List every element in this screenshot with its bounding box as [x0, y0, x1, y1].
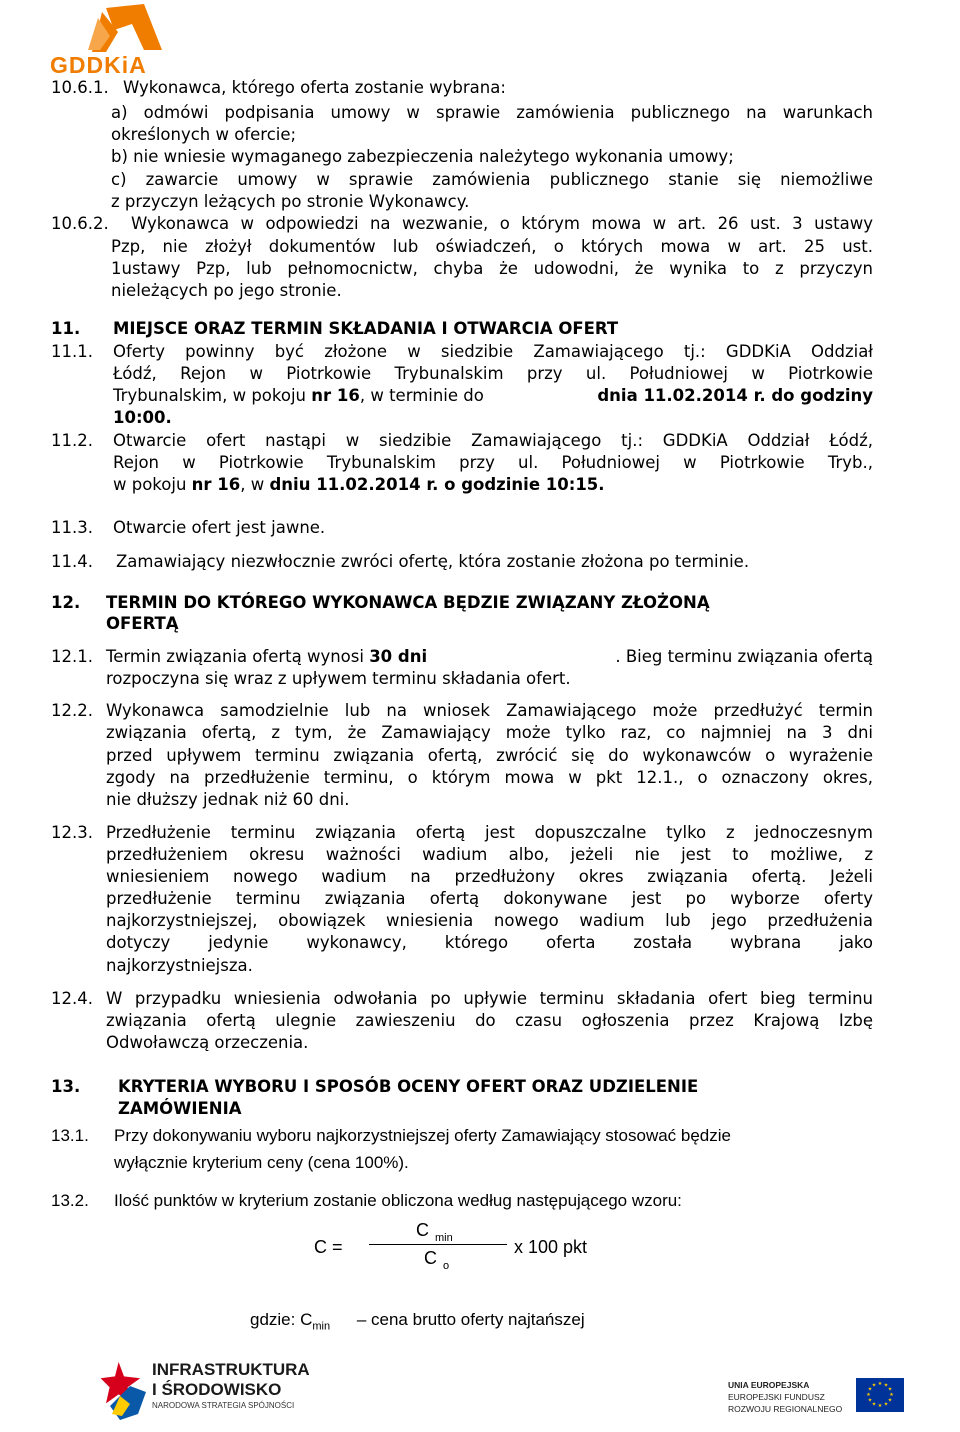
svg-text:★: ★	[887, 1386, 893, 1393]
infrastruktura-text-1: INFRASTRUKTURA	[152, 1360, 310, 1379]
infrastruktura-text-2: I ŚRODOWISKO	[152, 1380, 282, 1399]
eu-text-1: UNIA EUROPEJSKA	[728, 1380, 810, 1390]
text-run: . Bieg terminu związania ofertą	[615, 647, 873, 666]
list-item: określonych w ofercie;	[111, 125, 297, 144]
section-number: 11.	[51, 319, 81, 338]
paragraph-line: nieleżących po jego stronie.	[111, 281, 342, 300]
paragraph-line: przed upływem terminu związania ofertą, zwrócić się do wykonawców o wyrażenie	[106, 746, 873, 765]
opening-date: dniu 11.02.2014 r. o godzinie 10:15.	[269, 475, 605, 494]
paragraph-line: wniesieniem nowego wadium na przedłużony okres związania ofertą. Jeżeli	[106, 867, 873, 886]
svg-text:★: ★	[871, 1401, 877, 1408]
section-title: KRYTERIA WYBORU I SPOSÓB OCENY OFERT ORAZ UDZIELENIE	[118, 1077, 699, 1096]
paragraph-line: Zamawiający niezwłocznie zwróci ofertę, która zostanie złożona po terminie.	[116, 552, 750, 571]
deadline-date: dnia 11.02.2014 r. do godziny	[597, 386, 873, 405]
point-number: 12.3.	[51, 823, 93, 842]
point-number: 11.3.	[51, 518, 93, 537]
deadline-time: 10:00.	[113, 408, 172, 427]
eu-logo	[728, 1374, 908, 1418]
list-item: a) odmówi podpisania umowy w sprawie zamówienia publicznego na warunkach	[111, 103, 873, 122]
point-number: 12.4.	[51, 989, 93, 1008]
infrastruktura-text-3: NARODOWA STRATEGIA SPÓJNOŚCI	[152, 1401, 295, 1410]
paragraph-line: przedłużeniem okresu ważności wadium albo, jeżeli nie jest to możliwe, z	[106, 845, 873, 864]
section-title: TERMIN DO KTÓREGO WYKONAWCA BĘDZIE ZWIĄZANY ZŁOŻONĄ	[106, 593, 710, 612]
room-number: nr 16	[311, 386, 360, 405]
gddkia-logo-mark	[84, 2, 164, 54]
point-number: 11.4.	[51, 552, 93, 571]
point-number: 13.2.	[51, 1191, 89, 1210]
paragraph-line: Wykonawca samodzielnie lub na wniosek Zamawiającego może przedłużyć termin	[106, 701, 873, 720]
gddkia-logo	[46, 2, 176, 78]
paragraph-line: Wykonawca, którego oferta zostanie wybrana:	[123, 78, 506, 97]
eu-text-2: EUROPEJSKI FUNDUSZ	[728, 1392, 825, 1402]
paragraph-line: Ilość punktów w kryterium zostanie obliczona według następującego wzoru:	[114, 1191, 682, 1210]
formula-denominator	[424, 1248, 449, 1272]
formula-denominator-sub: o	[443, 1259, 450, 1272]
svg-text:★: ★	[877, 1381, 883, 1387]
legend-sub: min	[312, 1320, 331, 1333]
svg-text:★: ★	[867, 1397, 873, 1404]
section-title: MIEJSCE ORAZ TERMIN SKŁADANIA I OTWARCIA OFERT	[113, 319, 619, 338]
formula-numerator	[416, 1220, 453, 1244]
paragraph-line: związania ofertą ulegnie zawieszeniu do czasu ogłoszenia przez Krajową Izbę	[106, 1011, 873, 1030]
svg-text:★: ★	[889, 1392, 894, 1398]
room-number: nr 16	[191, 475, 241, 494]
svg-text:★: ★	[871, 1382, 877, 1389]
paragraph-line: nie dłuższy jednak niż 60 dni.	[106, 790, 350, 809]
paragraph-line: związania ofertą, z tym, że Zamawiający może tylko raz, co najmniej na 3 dni	[106, 723, 873, 742]
fraction-bar	[369, 1244, 507, 1245]
paragraph-line	[113, 474, 605, 496]
scoring-formula	[314, 1220, 614, 1280]
point-number: 11.2.	[51, 431, 93, 450]
paragraph-line: najkorzystniejsza.	[106, 956, 253, 975]
legend-label: gdzie: C	[250, 1310, 313, 1329]
text-run: , w	[240, 475, 270, 494]
paragraph-line: Wykonawca w odpowiedzi na wezwanie, o którym mowa w art. 26 ust. 3 ustawy	[131, 214, 873, 233]
paragraph-line	[113, 385, 873, 407]
text-run: , w terminie do	[359, 386, 484, 405]
point-number: 12.2.	[51, 701, 93, 720]
text-run: Termin związania ofertą wynosi	[106, 647, 370, 666]
paragraph-line: Oferty powinny być złożone w siedzibie Zamawiającego tj.: GDDKiA Oddział	[113, 342, 873, 361]
text-run: Trybunalskim, w pokoju	[113, 386, 312, 405]
paragraph-line: dotyczy jedynie wykonawcy, którego oferta została wybrana jako	[106, 933, 873, 952]
svg-text:★: ★	[883, 1382, 889, 1389]
paragraph-line: Przedłużenie terminu związania ofertą jest dopuszczalne tylko z jednoczesnym	[106, 823, 873, 842]
list-item: c) zawarcie umowy w sprawie zamówienia publicznego stanie się niemożliwe	[111, 170, 873, 189]
svg-text:★: ★	[877, 1403, 883, 1409]
paragraph-line	[106, 646, 873, 668]
star-mark-icon	[100, 1356, 146, 1420]
paragraph-line: najkorzystniejszej, obowiązek wniesienia nowego wadium lub jego przedłużenia	[106, 911, 873, 930]
paragraph-line: Rejon w Piotrkowie Trybunalskim przy ul. Południowej w Piotrkowie Tryb.,	[113, 453, 873, 472]
eu-text-3: ROZWOJU REGIONALNEGO	[728, 1404, 843, 1414]
formula-numerator-sub: min	[435, 1231, 453, 1244]
infrastruktura-logo	[100, 1354, 340, 1424]
paragraph-line: Łódź, Rejon w Piotrkowie Trybunalskim przy ul. Południowej w Piotrkowie	[113, 364, 873, 383]
text-run: w pokoju	[113, 475, 192, 494]
point-number: 10.6.1.	[51, 78, 109, 97]
formula-numerator-c: C	[416, 1220, 429, 1240]
section-title: OFERTĄ	[106, 614, 179, 633]
section-number: 12.	[51, 593, 81, 612]
paragraph-line: 1ustawy Pzp, lub pełnomocnictw, chyba że udowodni, że wynika to z przyczyn	[111, 259, 873, 278]
paragraph-line: wyłącznie kryterium ceny (cena 100%).	[114, 1153, 409, 1172]
paragraph-line: Przy dokonywaniu wyboru najkorzystniejszej oferty Zamawiający stosować będzie	[114, 1126, 731, 1145]
paragraph-line: Otwarcie ofert nastąpi w siedzibie Zamawiającego tj.: GDDKiA Oddział Łódź,	[113, 431, 873, 450]
list-item: b) nie wniesie wymaganego zabezpieczenia należytego wykonania umowy;	[111, 147, 734, 166]
paragraph-line: Otwarcie ofert jest jawne.	[113, 518, 326, 537]
formula-denominator-c: C	[424, 1248, 437, 1268]
point-number: 13.1.	[51, 1126, 89, 1145]
list-item: z przyczyn leżących po stronie Wykonawcy.	[111, 192, 470, 211]
paragraph-line: rozpoczyna się wraz z upływem terminu składania ofert.	[106, 669, 571, 688]
formula-legend	[250, 1310, 585, 1332]
paragraph-line: przedłużenie terminu związania ofertą dokonywane jest po wyborze oferty	[106, 889, 873, 908]
legend-description: – cena brutto oferty najtańszej	[356, 1310, 585, 1329]
paragraph-line: W przypadku wniesienia odwołania po upływie terminu składania ofert bieg terminu	[106, 989, 873, 1008]
formula-rhs: x 100 pkt	[514, 1237, 588, 1257]
svg-text:★: ★	[867, 1386, 873, 1393]
paragraph-line: Pzp, nie złożył dokumentów lub oświadczeń, o których mowa w art. 25 ust.	[111, 237, 873, 256]
paragraph-line: Odwoławczą orzeczenia.	[106, 1033, 309, 1052]
eu-flag-icon	[856, 1378, 904, 1412]
binding-period: 30 dni	[369, 647, 428, 666]
section-number: 13.	[51, 1077, 81, 1096]
gddkia-logo-text: GDDKiA	[50, 52, 147, 78]
formula-lhs: C =	[314, 1237, 343, 1257]
point-number: 11.1.	[51, 342, 93, 361]
svg-text:★: ★	[866, 1392, 871, 1398]
section-title: ZAMÓWIENIA	[118, 1099, 242, 1118]
svg-text:★: ★	[887, 1397, 893, 1404]
svg-text:★: ★	[883, 1401, 889, 1408]
paragraph-line: zgody na przedłużenie terminu, o którym mowa w pkt 12.1., o oznaczony okres,	[106, 768, 873, 787]
point-number: 10.6.2.	[51, 214, 109, 233]
point-number: 12.1.	[51, 647, 93, 666]
